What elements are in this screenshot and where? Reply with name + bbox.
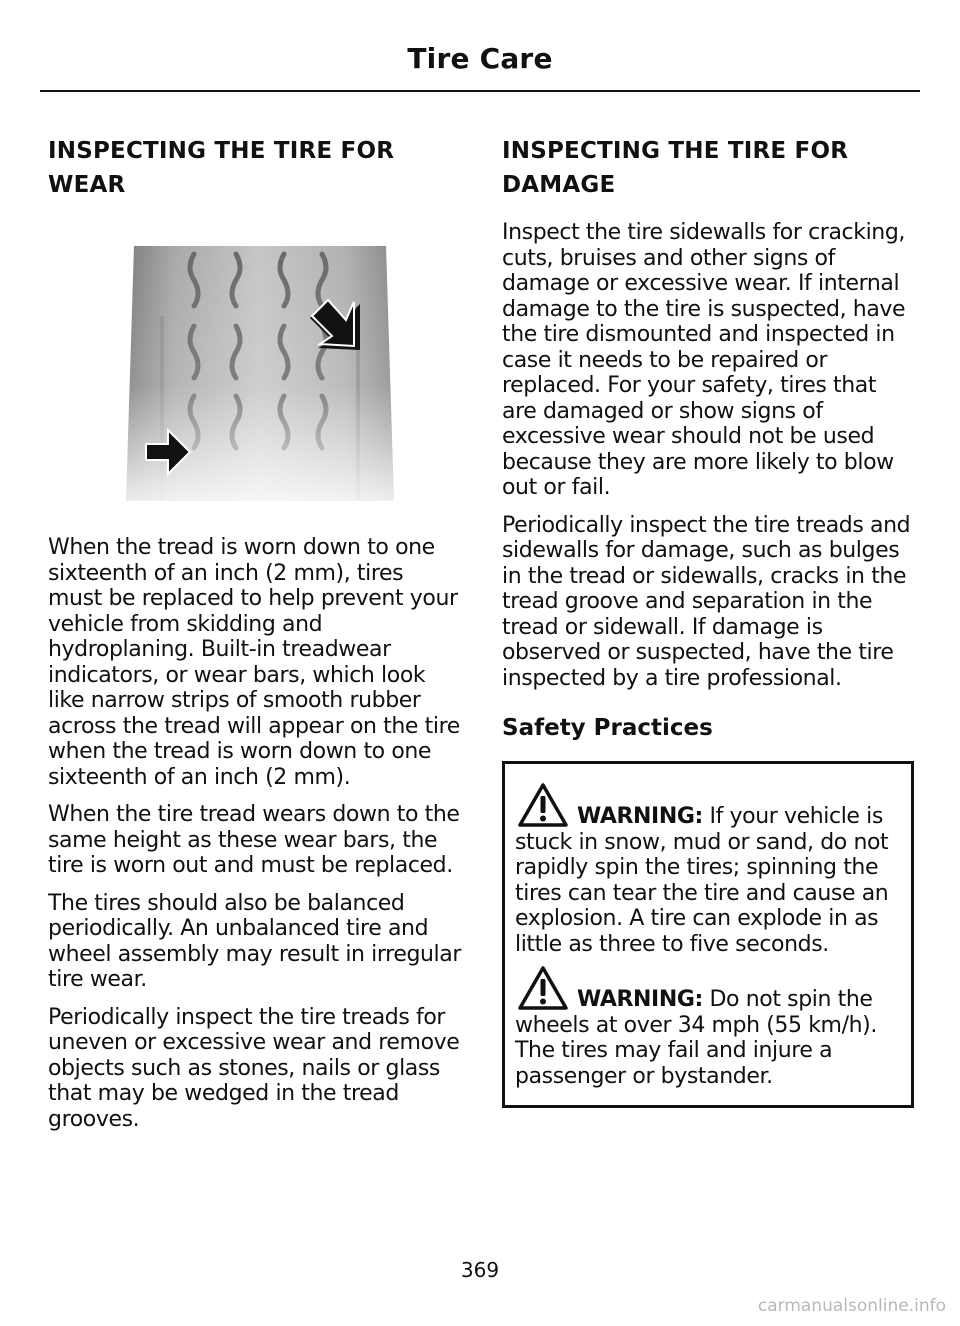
warning-label: WARNING: <box>577 987 703 1012</box>
tire-tread-wear-bar-illustration <box>124 246 396 501</box>
warning-triangle-icon <box>517 965 569 1011</box>
paragraph: The tires should also be balanced periodically. An unbalanced tire and wheel assembly may result in irregular tire wear. <box>48 890 461 992</box>
watermark: carmanualsonline.info <box>757 1296 946 1316</box>
warning-text: If your vehicle is stuck in snow, mud or sand, do not rapidly spin the tires; spinning the tires can tear the tire and cause an explosion. A tire can explode in as little as three to five seconds. <box>515 804 889 957</box>
subheading-safety-practices: Safety Practices <box>502 715 713 741</box>
page-number: 369 <box>460 1258 500 1282</box>
warning-item <box>515 782 901 957</box>
section-heading-damage: INSPECTING THE TIRE FOR DAMAGE <box>502 138 849 198</box>
paragraph: When the tread is worn down to one sixteenth of an inch (2 mm), tires must be replaced to help prevent your vehicle from skidding and hydroplaning. Built-in treadwear indicators, or wear bars, which look like narrow strips of smooth rubber across the tread will appear on the tire when the tread is worn down to one sixteenth of an inch (2 mm). <box>48 535 460 790</box>
left-column <box>48 134 462 1144</box>
right-column <box>502 134 916 1108</box>
section-heading-wear: INSPECTING THE TIRE FOR WEAR <box>48 138 395 198</box>
warning-label: WARNING: <box>577 804 703 829</box>
paragraph: Periodically inspect the tire treads for uneven or excessive wear and remove objects such as stones, nails or glass that may be wedged in the tread grooves. <box>48 1004 460 1132</box>
warning-triangle-icon <box>517 782 569 828</box>
paragraph: Periodically inspect the tire treads and sidewalls for damage, such as bulges in the tread or sidewalls, cracks in the tread groove and separation in the tread or sidewall. If damage is observed or suspected, have the tire inspected by a tire professional. <box>502 512 911 691</box>
warning-box <box>502 761 914 1108</box>
paragraph: When the tire tread wears down to the same height as these wear bars, the tire is worn out and must be replaced. <box>48 802 460 878</box>
page-title: Tire Care <box>407 42 553 75</box>
warning-item <box>515 965 901 1089</box>
header-divider <box>40 90 920 92</box>
paragraph: Inspect the tire sidewalls for cracking, cuts, bruises and other signs of damage or excessive wear. If internal damage to the tire is suspected, have the tire dismounted and inspected in case it needs to be repaired or replaced. For your safety, tires that are damaged or show signs of excessive wear should not be used because they are more likely to blow out or fail. <box>502 220 906 500</box>
warning-text: Do not spin the wheels at over 34 mph (55 km/h). The tires may fail and injure a passenger or bystander. <box>515 987 877 1089</box>
